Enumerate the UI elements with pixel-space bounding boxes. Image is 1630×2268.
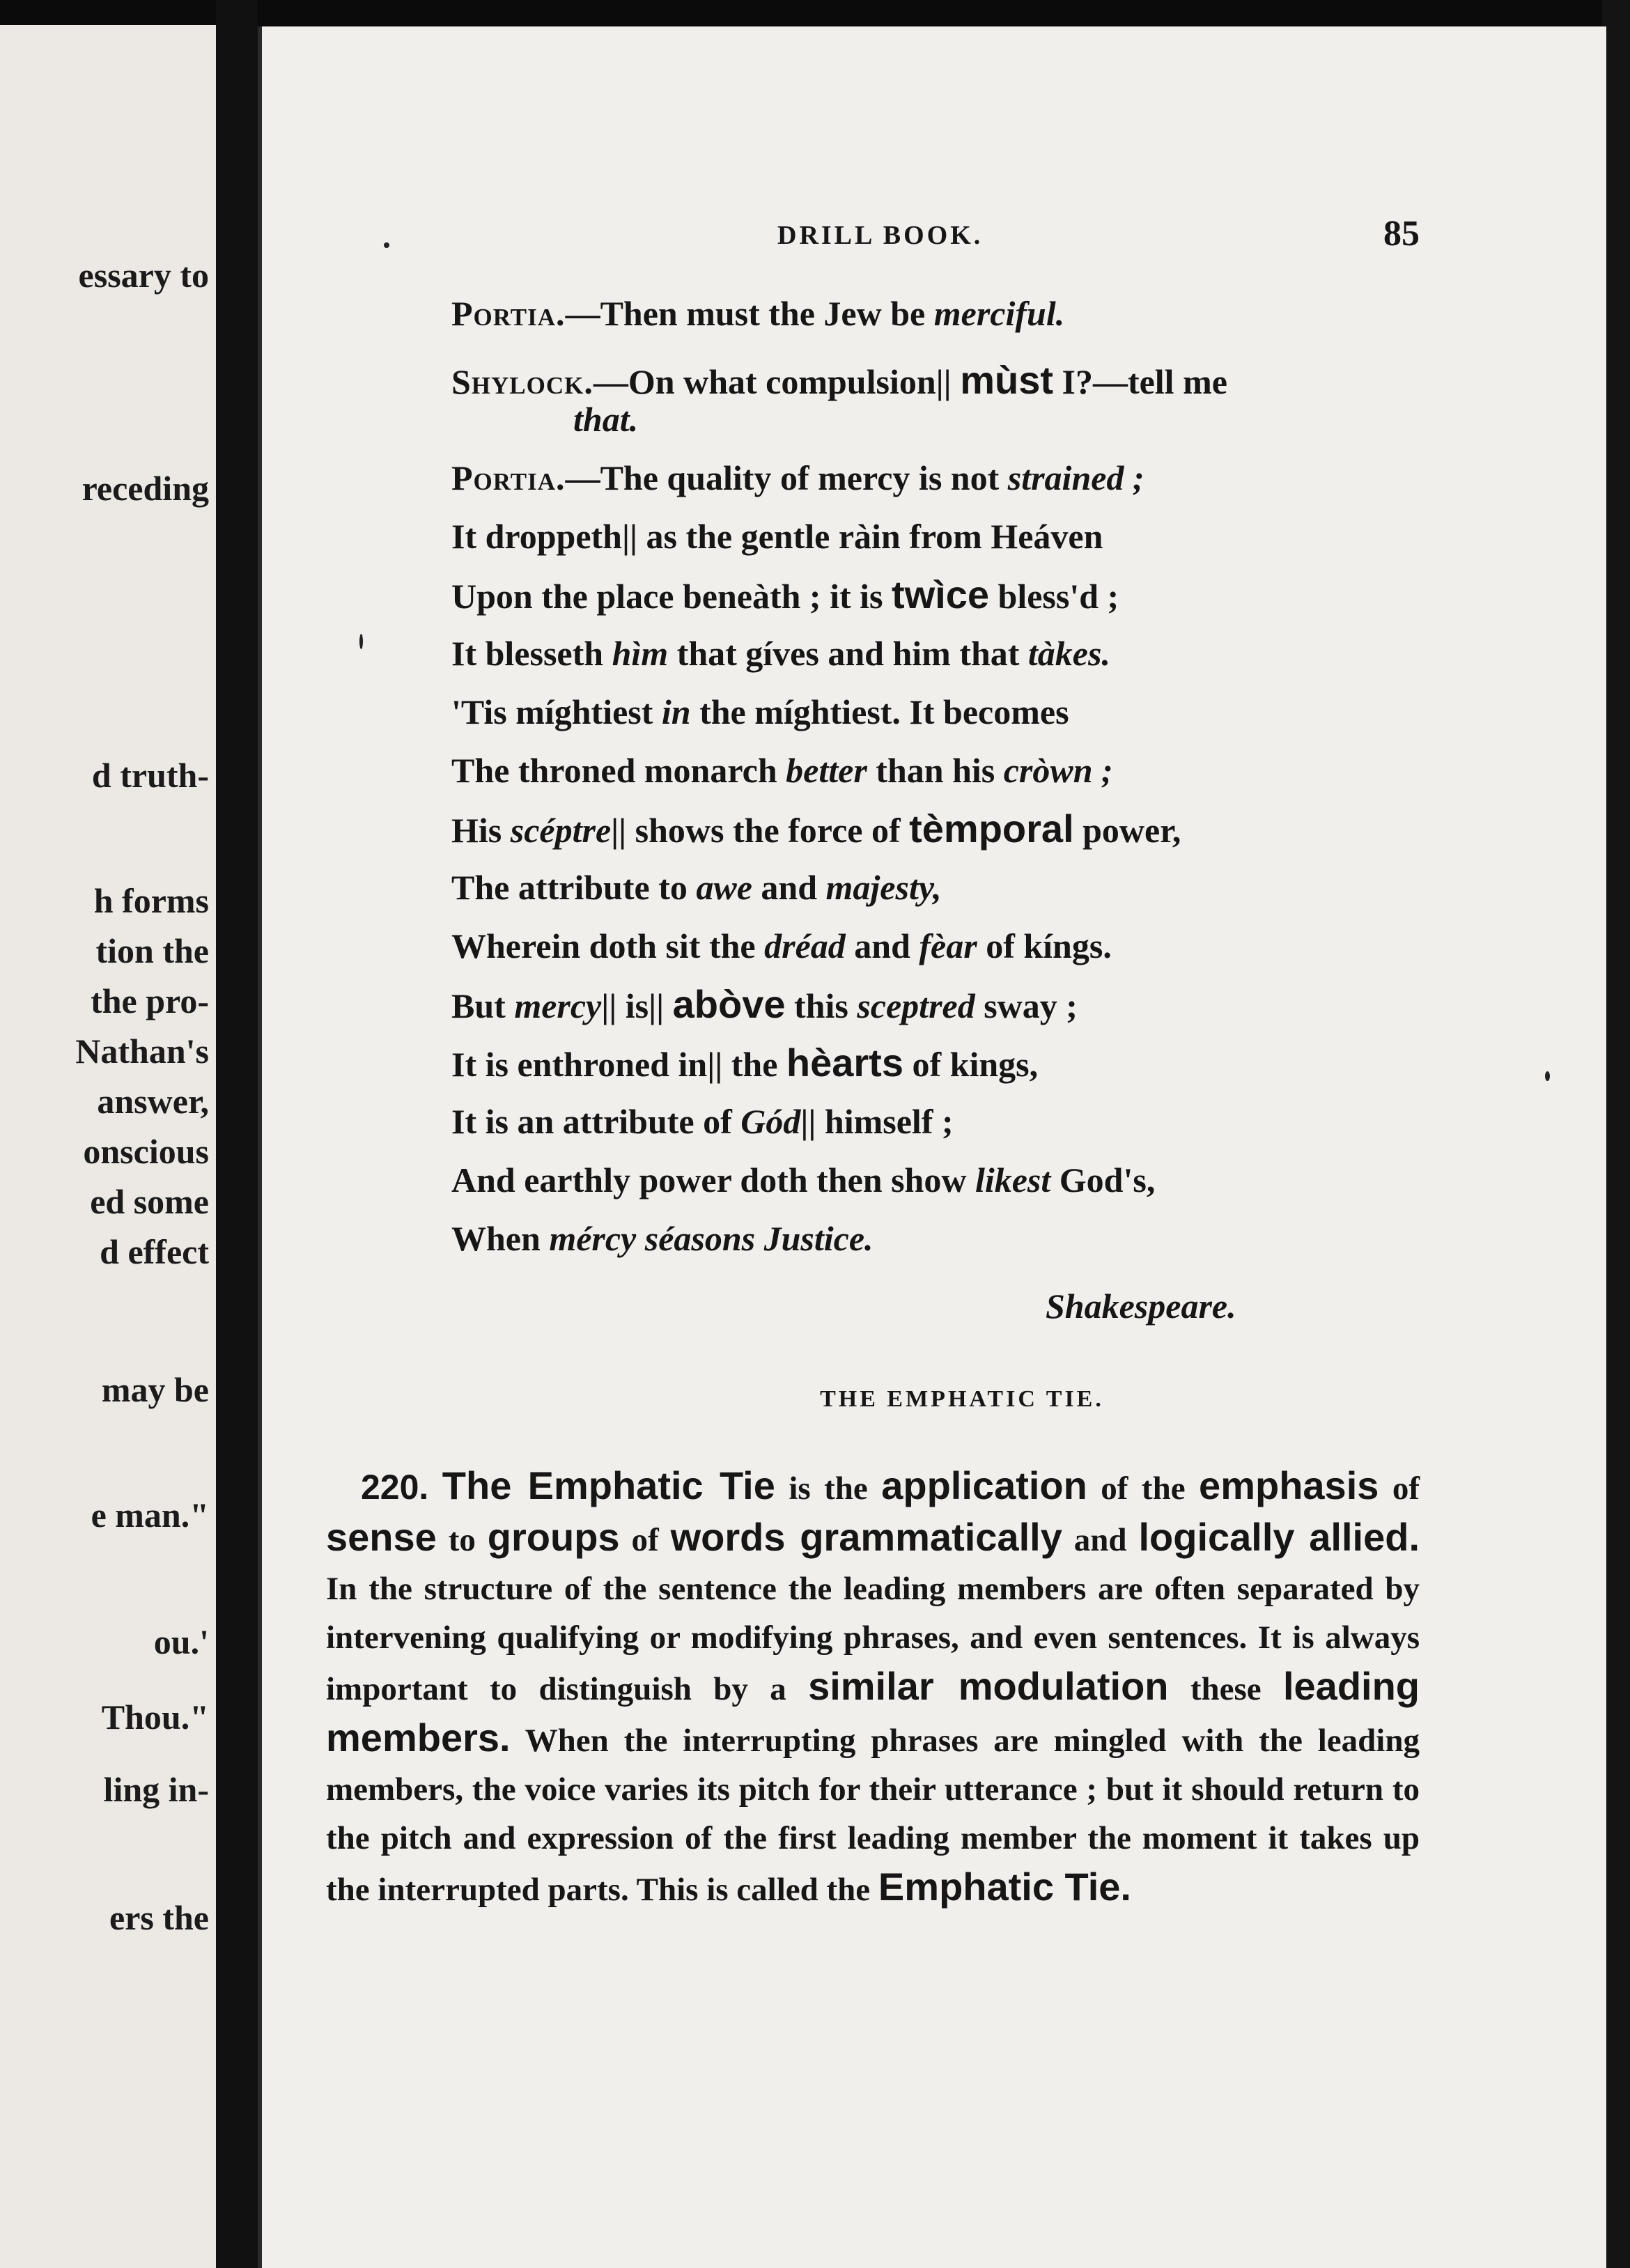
left-page-fragment: ou.' — [153, 1622, 209, 1661]
left-page-fragment: h forms — [93, 881, 209, 920]
book-page — [258, 26, 1606, 2268]
verse-text: of kings, — [903, 1045, 1039, 1084]
book-gutter — [216, 0, 258, 2268]
emphasized-word: mércy séasons Justice. — [549, 1219, 874, 1258]
key-term: logically allied. — [1138, 1515, 1420, 1559]
verse-line — [451, 741, 1427, 800]
key-term: sense — [326, 1515, 437, 1559]
key-term: The Emphatic Tie — [442, 1463, 775, 1507]
left-page-fragment: tion the — [95, 931, 209, 970]
print-speck — [359, 634, 363, 649]
left-page-fragment: the pro- — [91, 981, 209, 1020]
paragraph-text: of the — [1087, 1470, 1200, 1507]
verse-text: || himself ; — [800, 1102, 954, 1141]
body-paragraph — [326, 1461, 1420, 1914]
paragraph-text: and — [1062, 1522, 1139, 1558]
key-term: emphasis — [1199, 1463, 1379, 1507]
stressed-word: twìce — [891, 573, 990, 616]
verse-line — [451, 975, 1427, 1034]
verse-text: sway ; — [975, 986, 1078, 1025]
stressed-word: tèmporal — [909, 807, 1074, 850]
verse-text: and — [845, 926, 919, 965]
emphasized-word: that. — [573, 400, 639, 439]
verse-line — [451, 449, 1427, 507]
key-term: words grammatically — [670, 1515, 1062, 1559]
emphasized-word: Gód — [740, 1102, 801, 1141]
verse-line — [451, 800, 1427, 858]
emphasized-word: likest — [975, 1160, 1051, 1199]
verse-text: His — [451, 811, 511, 850]
page-header — [262, 213, 1606, 262]
speaker-name: Portia. — [451, 458, 566, 497]
emphasized-word: cròwn ; — [1003, 751, 1113, 790]
emphasized-word: dréad — [764, 926, 846, 965]
verse-line — [451, 1209, 1427, 1268]
verse-text: bless'd ; — [989, 577, 1119, 616]
verse-line — [451, 284, 1427, 343]
left-page-fragment: e man." — [91, 1496, 209, 1535]
verse-text: —The quality of mercy is not — [565, 458, 1008, 497]
verse-line — [451, 917, 1427, 975]
key-term: leading members. — [326, 1664, 1420, 1760]
emphasized-word: strained ; — [1007, 458, 1144, 497]
verse-text: Upon the place beneàth ; it is — [451, 577, 892, 616]
left-page-fragment: ling in- — [103, 1770, 209, 1809]
key-term: similar modulation — [808, 1664, 1169, 1708]
left-page-fragment: may be — [101, 1370, 209, 1409]
paragraph-text: of — [1379, 1470, 1420, 1507]
left-page-fragment: receding — [82, 469, 209, 508]
verse-line — [451, 507, 1427, 566]
paragraph-text: In the structure of the sentence the leading members are often separated by intervening qualifying or modifying phrases, and even sentences. It is always important to distinguish by a — [326, 1571, 1420, 1707]
emphasized-word: awe — [696, 868, 752, 907]
verse-text: —Then must the Jew be — [565, 294, 934, 333]
speaker-name: Portia. — [451, 294, 566, 333]
emphasized-word: mercy — [514, 986, 602, 1025]
verse-line — [451, 1092, 1427, 1151]
running-head: DRILL BOOK. — [777, 221, 984, 250]
verse-line — [451, 1034, 1427, 1092]
left-page-fragment: essary to — [78, 256, 209, 295]
verse-text: It is an attribute of — [451, 1102, 741, 1141]
verse-text: —On what compulsion|| — [593, 362, 961, 401]
verse-text: and — [752, 868, 826, 907]
emphasized-word: tàkes. — [1027, 634, 1110, 673]
verse-line — [451, 683, 1427, 741]
verse-text: It is enthroned in|| the — [451, 1045, 786, 1084]
emphasized-word: majesty, — [825, 868, 942, 907]
verse-text: than his — [867, 751, 1004, 790]
emphasized-word: better — [786, 751, 867, 790]
left-page-fragment: Nathan's — [75, 1032, 209, 1071]
previous-page — [0, 25, 216, 2268]
page-number: 85 — [1383, 214, 1420, 254]
left-page-fragment: d truth- — [91, 756, 209, 795]
emphasized-word: fèar — [919, 926, 977, 965]
paragraph-number: 220. — [361, 1468, 429, 1507]
left-page-fragment: ed some — [90, 1182, 209, 1221]
section-heading: THE EMPHATIC TIE. — [820, 1386, 1104, 1412]
verse-text: But — [451, 986, 515, 1025]
verse-text: 'Tis míghtiest — [451, 692, 662, 731]
verse-line — [451, 624, 1427, 683]
emphasized-word: sceptred — [857, 986, 975, 1025]
stressed-word: hèarts — [786, 1041, 903, 1085]
verse-text: Wherein doth sit the — [451, 926, 765, 965]
paragraph-text: these — [1168, 1671, 1283, 1707]
paragraph-text: is the — [775, 1470, 882, 1507]
paragraph-text: of — [619, 1522, 671, 1558]
verse-text: And earthly power doth then show — [451, 1160, 975, 1199]
verse-text: God's, — [1050, 1160, 1156, 1199]
verse-line — [451, 1151, 1427, 1209]
verse-text: || is|| — [601, 986, 673, 1025]
verse-line — [451, 858, 1427, 917]
verse-text: power, — [1073, 811, 1181, 850]
emphasized-word: merciful. — [933, 294, 1065, 333]
speaker-name: Shylock. — [451, 362, 593, 401]
print-speck — [1545, 1071, 1550, 1081]
verse-text: It droppeth|| as the gentle ràin from Heáven — [451, 517, 1103, 556]
left-page-fragment: onscious — [83, 1132, 209, 1171]
emphasized-word: in — [661, 692, 691, 731]
key-term: Emphatic Tie. — [878, 1865, 1131, 1909]
verse-text: this — [785, 986, 857, 1025]
scan-border — [1602, 0, 1630, 2268]
paragraph-text: When the interrupting phrases are mingled with the leading members, the voice varies its pitch for their utterance ; but it should return to the pitch and expression of the first leading member the moment it takes up the interrupted parts. This is called the — [326, 1723, 1420, 1908]
verse-text: The attribute to — [451, 868, 697, 907]
verse-text: The throned monarch — [451, 751, 786, 790]
key-term: application — [881, 1463, 1087, 1507]
paragraph-text: to — [436, 1522, 488, 1558]
left-page-fragment: answer, — [97, 1082, 209, 1121]
quote-attribution: Shakespeare. — [1046, 1287, 1236, 1326]
emphasized-word: hìm — [612, 634, 669, 673]
verse-passage — [451, 284, 1427, 1268]
verse-text: It blesseth — [451, 634, 612, 673]
left-page-fragment: d effect — [100, 1232, 209, 1271]
verse-text: When — [451, 1219, 550, 1258]
verse-text: of kíngs. — [977, 926, 1112, 965]
stressed-word: abòve — [672, 982, 786, 1026]
left-page-fragment: ers the — [109, 1898, 209, 1937]
key-term: groups — [487, 1515, 620, 1559]
verse-text: I?—tell me — [1053, 362, 1227, 401]
verse-text: that gíves and him that — [668, 634, 1028, 673]
verse-text: || shows the force of — [611, 811, 910, 850]
emphasized-word: scéptre — [510, 811, 612, 850]
stressed-word: mùst — [960, 358, 1053, 402]
left-page-fragment: Thou." — [101, 1698, 209, 1737]
verse-text: the míghtiest. It becomes — [690, 692, 1069, 731]
verse-line — [451, 566, 1427, 624]
